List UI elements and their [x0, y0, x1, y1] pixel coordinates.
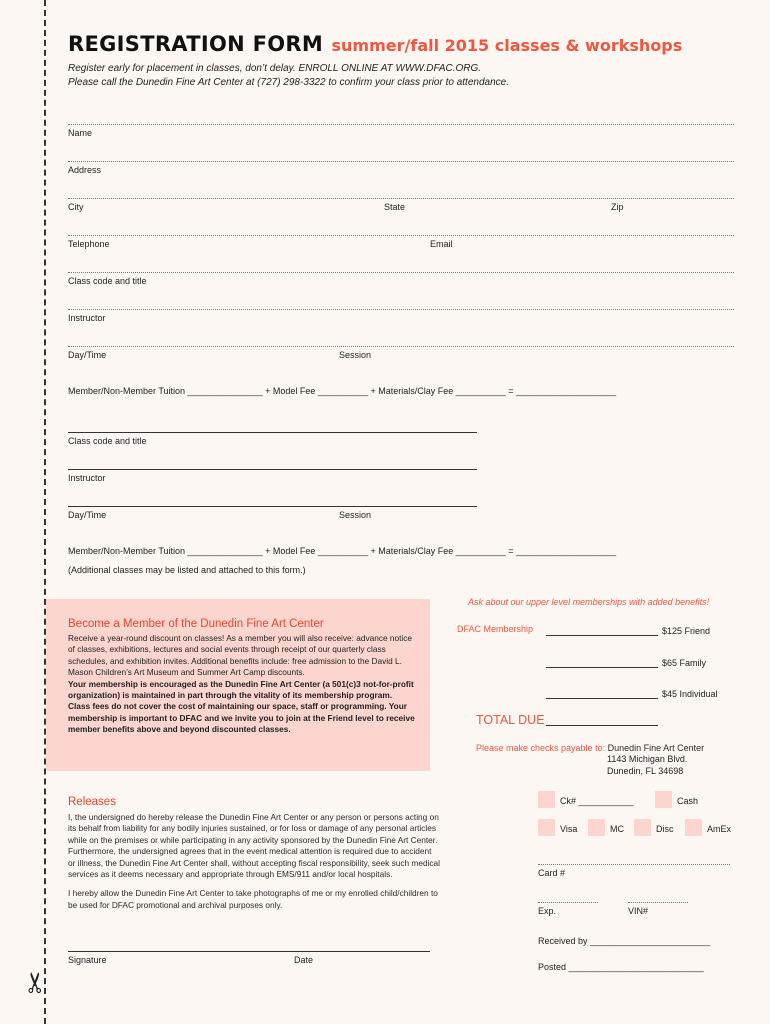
release-liability-text: I, the undersigned do hereby release the Dunedin Fine Art Center or any person or persons acting on its behalf from liability for any bodily injuries sustained, or for loss or damage of any personal articles while on the premises or while participating in any activity sponsored by the Dunedin Fine Art Center. Furthermore, the undersigned agrees that in the event medical attention is required due to accident or illness, the Dunedin Fine Art Center shall, without accepting fiscal responsibility, seek such medical services as it deems necessary and appropriate through EMS/911 and/or local hospitals.	[68, 812, 441, 880]
ck-label: Ck# ___________	[560, 796, 634, 806]
ck-checkbox[interactable]	[538, 791, 555, 808]
intro-line-2: Please call the Dunedin Fine Art Center at (727) 298-3322 to confirm your class prior to attendance.	[68, 77, 509, 88]
total-due-line[interactable]	[546, 725, 658, 726]
class2-tuition-line[interactable]: Member/Non-Member Tuition _______________ + Model Fee __________ + Materials/Clay Fee __________ = ____________________	[68, 546, 617, 556]
dfac-membership-label: DFAC Membership	[457, 624, 534, 634]
additional-classes-note: (Additional classes may be listed and attached to this form.)	[68, 565, 306, 575]
intro-line-1: Register early for placement in classes, don’t delay. ENROLL ONLINE AT WWW.DFAC.ORG.	[68, 63, 482, 74]
cash-checkbox[interactable]	[655, 791, 672, 808]
membership-panel-title: Become a Member of the Dunedin Fine Art Center	[68, 618, 324, 630]
checks-label: Please make checks payable to:	[476, 743, 606, 753]
signature-label: Signature	[68, 955, 107, 965]
visa-checkbox[interactable]	[538, 819, 555, 836]
received-by-field[interactable]: Received by ________________________	[538, 936, 711, 946]
class2-daytime-line[interactable]	[68, 506, 477, 507]
individual-line[interactable]	[546, 698, 658, 699]
checks-payable	[476, 742, 704, 754]
title-main: REGISTRATION FORM	[68, 32, 324, 56]
vin-label: VIN#	[628, 906, 649, 916]
family-line[interactable]	[546, 667, 658, 668]
form-title	[68, 32, 682, 56]
class2-daytime-label: Day/Time	[68, 510, 107, 520]
releases-title: Releases	[68, 796, 116, 808]
family-option: $65 Family	[662, 658, 707, 668]
class1-instructor-label: Instructor	[68, 313, 106, 323]
email-label: Email	[430, 239, 453, 249]
payee-name: Dunedin Fine Art Center	[607, 743, 705, 753]
class1-daytime-label: Day/Time	[68, 350, 107, 360]
card-number-line[interactable]	[538, 864, 730, 865]
class2-code-line[interactable]	[68, 432, 477, 433]
membership-benefits-text: Receive a year-round discount on classes! As a member you will also receive: advance notice of classes, exhibitions, lectures and social events through receipt of our quarterly class schedules, and exhibition invites. Additional benefits include: free admission to the David L. Mason Children’s Art Museum and Summer Art Camp discounts.	[68, 633, 413, 678]
city-state-zip-line[interactable]	[68, 198, 734, 199]
address-label: Address	[68, 165, 102, 175]
release-photo-text: I hereby allow the Dunedin Fine Art Center to take photographs of me or my enrolled child/children to be used for DFAC promotional and archival purposes only.	[68, 888, 438, 910]
class2-instructor-line[interactable]	[68, 469, 477, 470]
visa-label: Visa	[560, 824, 578, 834]
amex-label: AmEx	[707, 824, 732, 834]
mc-label: MC	[610, 824, 624, 834]
individual-option: $45 Individual	[662, 689, 718, 699]
city-label: City	[68, 202, 84, 212]
class1-instructor-line[interactable]	[68, 309, 734, 310]
class1-session-label: Session	[339, 350, 372, 360]
telephone-label: Telephone	[68, 239, 110, 249]
class2-session-label: Session	[339, 510, 372, 520]
class1-code-line[interactable]	[68, 272, 734, 273]
name-label: Name	[68, 128, 93, 138]
disc-label: Disc	[656, 824, 674, 834]
class1-code-label: Class code and title	[68, 276, 147, 286]
upper-level-note: Ask about our upper level memberships with added benefits!	[468, 597, 710, 607]
state-label: State	[384, 202, 406, 212]
friend-line[interactable]	[546, 635, 658, 636]
class1-daytime-line[interactable]	[68, 346, 734, 347]
exp-line[interactable]	[538, 902, 598, 903]
date-label: Date	[294, 955, 314, 965]
posted-field[interactable]: Posted ___________________________	[538, 962, 704, 972]
cut-line	[44, 0, 46, 1024]
scissors-icon: ✂	[20, 970, 52, 995]
class-fees-text: Class fees do not cover the cost of maintaining our space, staff or programming. Your membership is important to DFAC and we invite you to join at the Friend level to receive member benefits above and beyond discounted classes.	[68, 701, 415, 735]
friend-option: $125 Friend	[662, 626, 711, 636]
releases-body	[68, 812, 440, 911]
class2-instructor-label: Instructor	[68, 473, 106, 483]
membership-panel-body	[68, 633, 418, 736]
title-subtitle: summer/fall 2015 classes & workshops	[331, 36, 683, 55]
mc-checkbox[interactable]	[588, 819, 605, 836]
zip-label: Zip	[611, 202, 624, 212]
card-number-label: Card #	[538, 868, 566, 878]
phone-email-line[interactable]	[68, 235, 734, 236]
cash-label: Cash	[677, 796, 699, 806]
signature-line[interactable]	[68, 951, 430, 952]
total-due-label: TOTAL DUE	[476, 713, 545, 727]
name-line[interactable]	[68, 124, 734, 125]
amex-checkbox[interactable]	[685, 819, 702, 836]
membership-encouraged-text: Your membership is encouraged as the Dunedin Fine Art Center (a 501(c)3 not-for-profit organization) is maintained in part through the vitality of its membership program.	[68, 678, 414, 701]
payee-street: 1143 Michigan Blvd.	[607, 754, 688, 764]
class2-code-label: Class code and title	[68, 436, 147, 446]
class1-tuition-line[interactable]: Member/Non-Member Tuition _______________ + Model Fee __________ + Materials/Clay Fee __________ = ____________________	[68, 386, 617, 396]
payee-city: Dunedin, FL 34698	[607, 766, 684, 776]
address-line[interactable]	[68, 161, 734, 162]
disc-checkbox[interactable]	[634, 819, 651, 836]
intro-text	[68, 62, 509, 90]
vin-line[interactable]	[628, 902, 688, 903]
exp-label: Exp.	[538, 906, 557, 916]
